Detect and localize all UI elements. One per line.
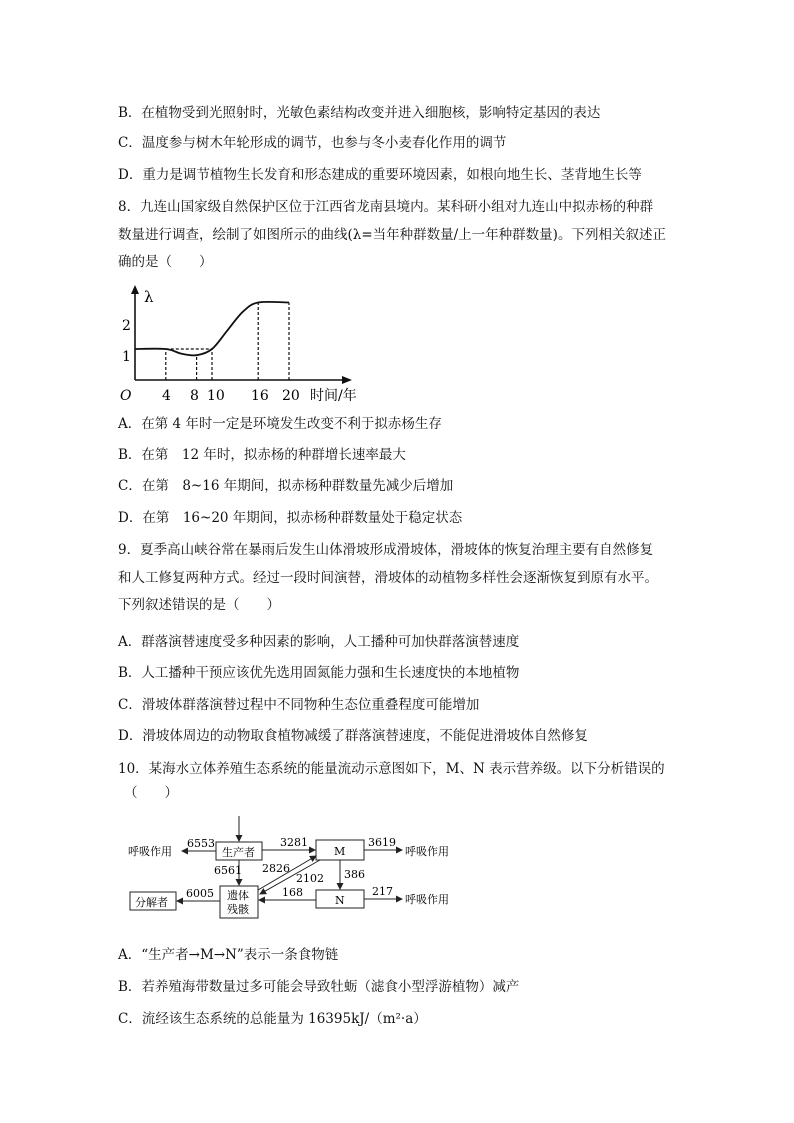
option-10c: C．流经该生态系统的总能量为 16395kJ/（m²·a） — [118, 1011, 427, 1027]
option-10a: A．“生产者→M→N”表示一条食物链 — [118, 947, 339, 963]
y-tick-1: 1 — [122, 349, 131, 365]
remains-to-decomposer-value: 6005 — [186, 887, 214, 900]
lambda-chart — [110, 282, 370, 412]
x-tick-20: 20 — [282, 388, 300, 404]
p-to-m-value: 3281 — [280, 836, 308, 849]
option-8c: C．在第 8~16 年期间，拟赤杨种群数量先减少后增加 — [118, 478, 454, 494]
option-8b: B．在第 12 年时，拟赤杨的种群增长速率最大 — [118, 447, 406, 463]
option-8d: D．在第 16~20 年期间，拟赤杨种群数量处于稳定状态 — [118, 510, 463, 526]
m-to-remains-value: 2102 — [296, 872, 324, 885]
remains-label-2: 残骸 — [227, 903, 249, 916]
x-tick-4: 4 — [162, 388, 171, 404]
p-resp-value: 6553 — [187, 837, 215, 850]
lambda-curve — [135, 302, 289, 356]
y-axis-arrow — [131, 285, 139, 294]
option-9b: B．人工播种干预应该优先选用固氮能力强和生长速度快的本地植物 — [118, 665, 520, 681]
m-resp-value: 3619 — [368, 836, 396, 849]
option-8a: A．在第 4 年时一定是环境发生改变不利于拟赤杨生存 — [118, 416, 442, 432]
producer-resp-label: 呼吸作用 — [128, 845, 172, 858]
option-9c: C．滑坡体群落演替过程中不同物种生态位重叠程度可能增加 — [118, 697, 480, 713]
x-tick-16: 16 — [251, 388, 269, 404]
question-8-line1: 8．九连山国家级自然保护区位于江西省龙南县境内。某科研小组对九连山中拟赤杨的种群 — [118, 199, 654, 215]
line-b7: B．在植物受到光照射时，光敏色素结构改变并进入细胞核，影响特定基因的表达 — [118, 105, 601, 121]
x-tick-10: 10 — [207, 388, 225, 404]
x-axis-arrow — [342, 376, 352, 384]
question-10-line2: （ ） — [124, 785, 178, 801]
question-10-line1: 10．某海水立体养殖生态系统的能量流动示意图如下，M、N 表示营养级。以下分析错误的 — [118, 761, 665, 777]
n-label: N — [335, 894, 345, 907]
n-resp-value: 217 — [372, 885, 393, 898]
m-to-n-value: 386 — [344, 868, 365, 881]
line-d7: D．重力是调节植物生长发育和形态建成的重要环境因素，如根向地生长、茎背地生长等 — [118, 167, 642, 183]
n-resp-label: 呼吸作用 — [405, 893, 449, 906]
m-label: M — [334, 845, 346, 858]
x-tick-8: 8 — [190, 388, 199, 404]
n-to-remains-value: 168 — [282, 886, 303, 899]
question-9-line1: 9．夏季高山峡谷常在暴雨后发生山体滑坡形成滑坡体，滑坡体的恢复治理主要有自然修复 — [118, 542, 654, 558]
question-9-line2: 和人工修复两种方式。经过一段时间演替，滑坡体的动植物多样性会逐渐恢复到原有水平。 — [118, 570, 658, 586]
producer-label: 生产者 — [222, 846, 255, 859]
question-9-line3: 下列叙述错误的是（ ） — [118, 597, 280, 613]
y-tick-2: 2 — [122, 318, 131, 334]
energy-flow-diagram — [120, 812, 460, 927]
question-8-line2: 数量进行调查，绘制了如图所示的曲线(λ=当年种群数量/上一年种群数量)。下列相关叙述正 — [118, 227, 666, 243]
remains-to-m-value: 2826 — [262, 862, 290, 875]
question-8-line3: 确的是（ ） — [118, 254, 213, 270]
decomposer-label: 分解者 — [135, 896, 168, 909]
p-to-remains-value: 6561 — [214, 864, 242, 877]
option-9d: D．滑坡体周边的动物取食植物减缓了群落演替速度，不能促进滑坡体自然修复 — [118, 728, 588, 744]
m-resp-label: 呼吸作用 — [405, 845, 449, 858]
y-axis-label: λ — [144, 288, 154, 306]
origin-label: O — [120, 388, 132, 404]
remains-label-1: 遗体 — [227, 889, 249, 902]
option-10b: B．若养殖海带数量过多可能会导致牡蛎（滤食小型浮游植物）减产 — [118, 979, 520, 995]
x-axis-label: 时间/年 — [310, 388, 357, 404]
option-9a: A．群落演替速度受多种因素的影响，人工播种可加快群落演替速度 — [118, 634, 520, 650]
line-c7: C．温度参与树木年轮形成的调节，也参与冬小麦春化作用的调节 — [118, 135, 507, 151]
